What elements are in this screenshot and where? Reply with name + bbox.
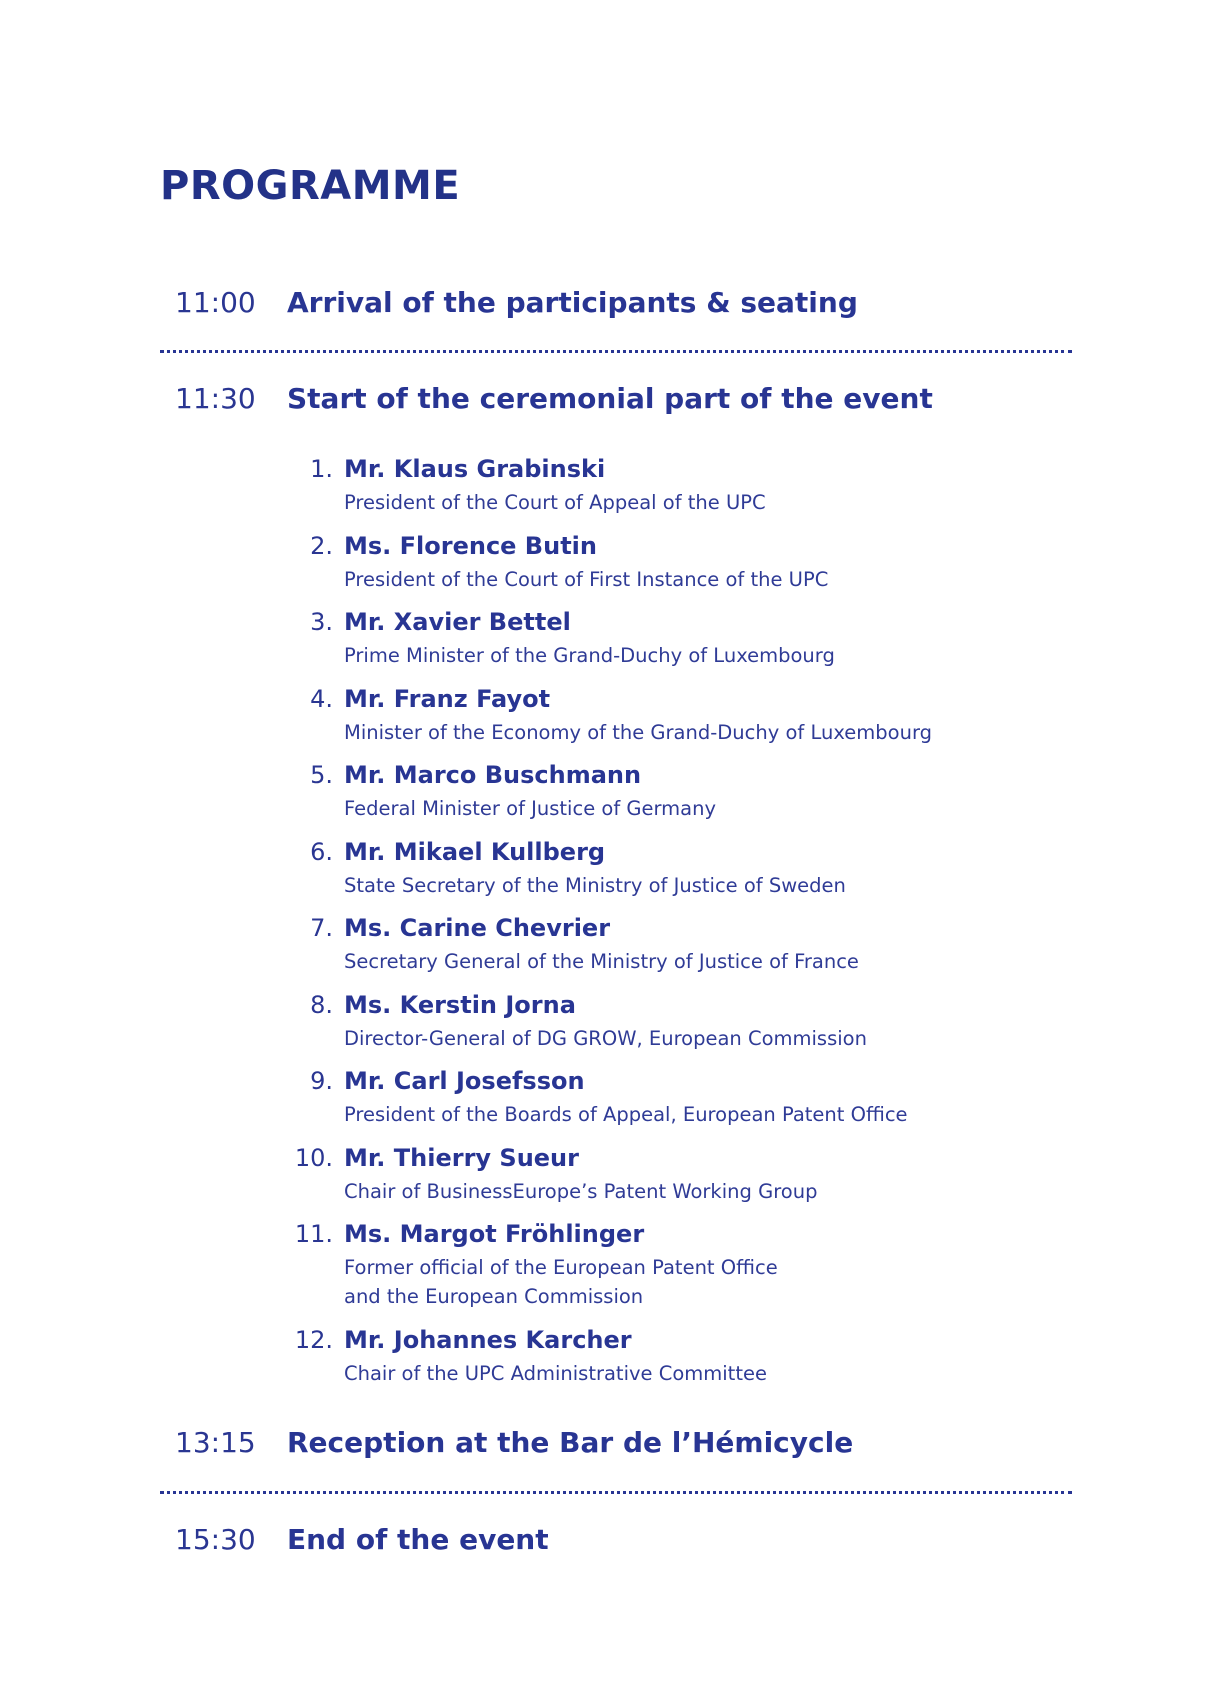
speaker-number: 10. (294, 1143, 333, 1172)
speaker-role-line: and the European Commission (344, 1285, 644, 1308)
slot-time: 11:00 (175, 286, 256, 319)
speaker-role: President of the Court of First Instance of the UPC (344, 567, 829, 591)
speaker-item (285, 759, 1045, 836)
agenda-slot-end (175, 1518, 549, 1562)
speaker-name: Ms. Florence Butin (344, 531, 597, 560)
speaker-role: State Secretary of the Ministry of Justice of Sweden (344, 873, 846, 897)
page-title: PROGRAMME (160, 163, 461, 209)
speaker-role-line: Former official of the European Patent Office (344, 1256, 778, 1279)
speaker-item (285, 989, 1045, 1066)
speaker-role: President of the Court of Appeal of the UPC (344, 491, 766, 514)
slot-time: 15:30 (175, 1523, 256, 1556)
speaker-role: Chair of the UPC Administrative Committee (344, 1362, 767, 1385)
agenda-slot-arrival (175, 281, 858, 325)
speaker-item (285, 1324, 1045, 1401)
slot-title: Reception at the Bar de l’Hémicycle (287, 1426, 854, 1459)
speaker-name: Mr. Johannes Karcher (344, 1326, 632, 1354)
speaker-list (285, 453, 1045, 1401)
agenda-slot-reception (175, 1421, 853, 1465)
speaker-number: 5. (310, 761, 333, 789)
speaker-role: Federal Minister of Justice of Germany (344, 797, 717, 820)
speaker-number: 4. (310, 684, 333, 713)
agenda-slot-ceremony (175, 377, 933, 421)
speaker-number: 9. (310, 1067, 333, 1095)
speaker-number: 2. (310, 531, 333, 560)
speaker-role (344, 1253, 778, 1311)
speaker-number: 11. (294, 1220, 333, 1248)
slot-time: 11:30 (175, 382, 256, 415)
speaker-item (285, 912, 1045, 989)
slot-time: 13:15 (175, 1426, 256, 1459)
speaker-name: Mr. Franz Fayot (344, 684, 551, 713)
speaker-name: Mr. Xavier Bettel (344, 608, 571, 636)
speaker-role: Minister of the Economy of the Grand-Duchy of Luxembourg (344, 720, 932, 744)
speaker-role: President of the Boards of Appeal, European Patent Office (344, 1103, 908, 1126)
speaker-number: 1. (310, 455, 333, 483)
speaker-name: Mr. Thierry Sueur (344, 1143, 579, 1172)
speaker-number: 6. (310, 837, 333, 866)
speaker-item (285, 1142, 1045, 1219)
speaker-item (285, 606, 1045, 683)
slot-title: Start of the ceremonial part of the event (287, 382, 933, 415)
speaker-name: Mr. Marco Buschmann (344, 761, 642, 789)
speaker-number: 12. (294, 1326, 333, 1354)
speaker-name: Mr. Carl Josefsson (344, 1067, 585, 1095)
speaker-item (285, 453, 1045, 530)
speaker-item (285, 1065, 1045, 1142)
slot-title: End of the event (287, 1523, 549, 1556)
speaker-item (285, 683, 1045, 760)
speaker-item (285, 1218, 1045, 1324)
speaker-item (285, 530, 1045, 607)
speaker-role: Director-General of DG GROW, European Commission (344, 1026, 867, 1050)
speaker-number: 8. (310, 990, 333, 1019)
speaker-name: Mr. Mikael Kullberg (344, 837, 606, 866)
speaker-name: Ms. Carine Chevrier (344, 914, 611, 942)
speaker-item (285, 836, 1045, 913)
speaker-name: Ms. Margot Fröhlinger (344, 1220, 645, 1248)
speaker-name: Ms. Kerstin Jorna (344, 990, 576, 1019)
speaker-role: Chair of BusinessEurope’s Patent Working Group (344, 1179, 818, 1203)
dotted-divider (160, 350, 1072, 353)
dotted-divider (160, 1491, 1072, 1494)
speaker-number: 3. (310, 608, 333, 636)
slot-title: Arrival of the participants & seating (287, 286, 858, 319)
speaker-number: 7. (310, 914, 333, 942)
speaker-name: Mr. Klaus Grabinski (344, 455, 606, 483)
speaker-role: Secretary General of the Ministry of Justice of France (344, 950, 859, 973)
speaker-role: Prime Minister of the Grand-Duchy of Luxembourg (344, 644, 835, 667)
